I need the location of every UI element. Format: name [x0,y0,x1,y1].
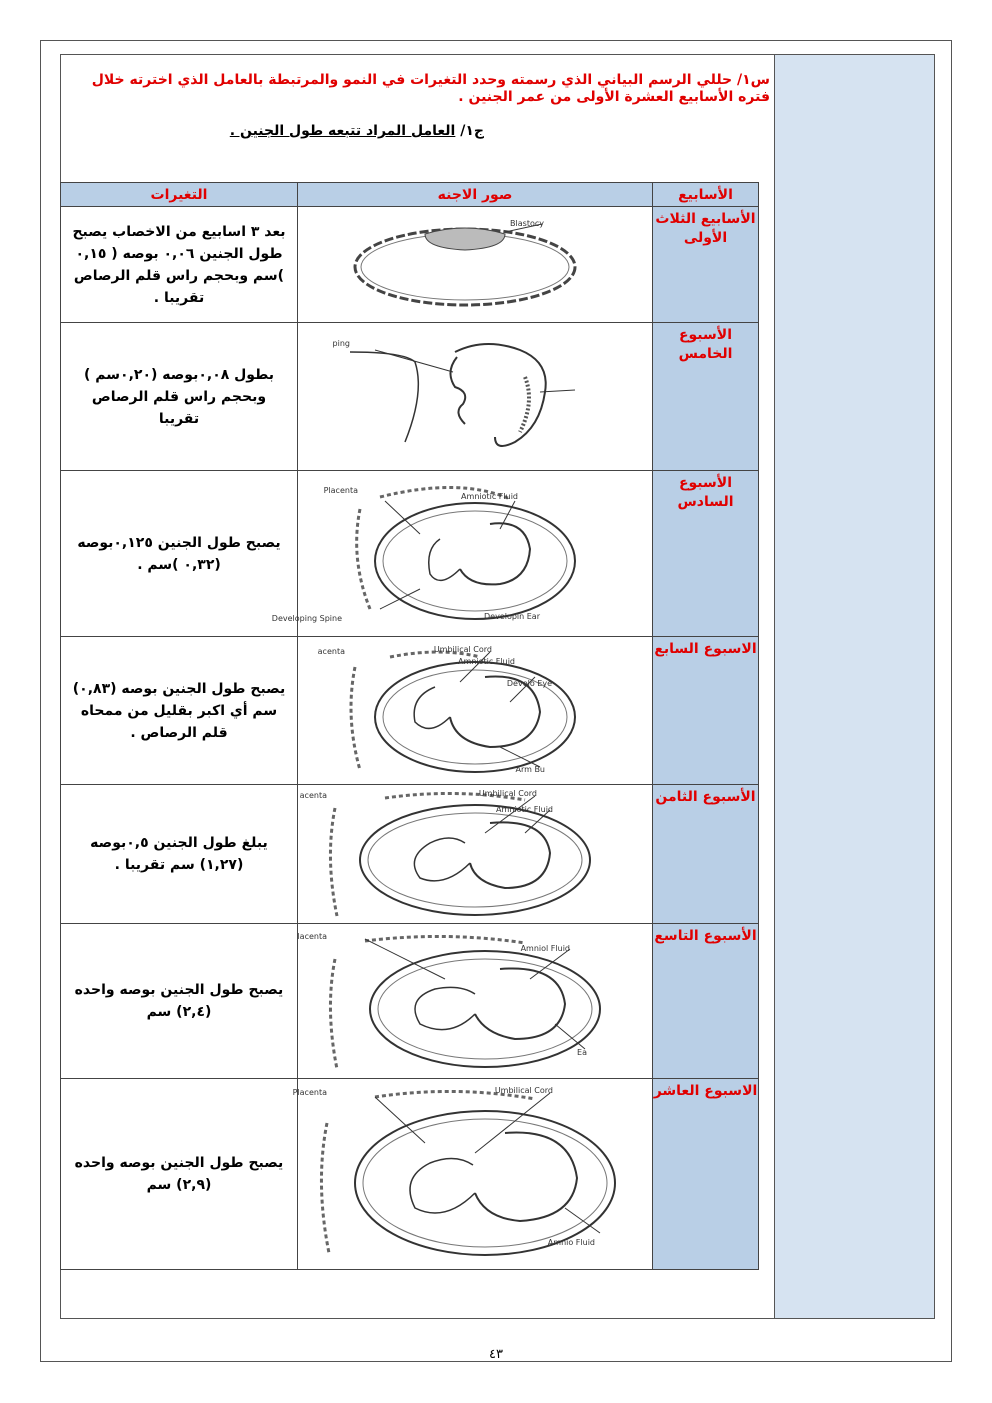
umbilical-cord-label: Umbilical Cord [478,789,537,798]
table-row [61,207,759,323]
table-header-row [61,183,759,207]
placenta-label: acenta [317,646,345,656]
embryo-image-cell [298,637,653,785]
embryo-image-cell [292,1079,653,1270]
header-images: صور الاجنه [298,183,653,207]
blastocyst-label: Blastocy [510,218,544,228]
header-changes: التغيرات [61,183,298,207]
placenta-label: acenta [299,791,327,800]
placenta-label: Placenta [292,1088,327,1097]
umbilical-cord-label: Umbilical Cord [433,644,492,654]
week-cell: الاسبوع العاشر [653,1079,759,1270]
embryo-week10-drawing [292,1083,635,1265]
amniotic-fluid-label: Amniotic Fluid [461,491,518,501]
ear-label: Developin Ear [483,611,540,621]
embryo-image-cell [271,471,653,637]
embryo-image-cell [298,207,653,323]
table-row [61,637,759,785]
page-number: ٤٣ [489,1347,503,1362]
change-cell: يصبح طول الجنين بوصه (٠,٨٣) سم أي اكبر بقليل من ممحاه قلم الرصاص . [61,637,298,785]
week-cell: الاسبوع السابع [653,637,759,785]
change-cell: بعد ٣ اسابيع من الاخصاب يصبح طول الجنين ٠,٠٦ بوصه ( ٠,١٥ )سم وبحجم راس قلم الرصاص تقريبا . [61,207,298,323]
amniotic-fluid-label: Amniotic Fluid [458,656,515,666]
header-weeks: الأسابيع [653,183,759,207]
umbilical-cord-label: Umbilical Cord [494,1086,553,1095]
change-cell: يصبح طول الجنين بوصه واحده (٢,٩) سم [61,1079,298,1270]
eye-label: Develo Eye [506,678,552,688]
week-cell: الأسبوع التاسع [653,924,759,1079]
change-cell: بطول ٠,٠٨بوصه (٠,٢٠سم ) وبحجم راس قلم الرصاص تقريبا [61,323,298,471]
week-cell: الأسبوع الثامن [653,785,759,924]
table-row [61,924,759,1079]
answer-text: العامل المراد تتبعه طول الجنين . [229,123,456,139]
week-cell: الأسابيع الثلاث الأولى [653,207,759,323]
change-cell: يصبح طول الجنين ٠,١٢٥بوصه (٠,٣٢ )سم . [61,471,298,637]
table-row [61,785,759,924]
placenta-label: lacenta [297,931,327,941]
embryo-image-cell [298,785,653,924]
week-cell: الأسبوع السادس [653,471,759,637]
embryo-week7-drawing [317,642,610,780]
question-text: س١/ حللي الرسم البياني الذي رسمته وحدد التغيرات في النمو والمرتبطة بالعامل الذي اخترته خلال فتره الأسابيع العشرة الأولى من عمر الجنين . [91,72,770,105]
week-cell: الأسبوع الخامس [653,323,759,471]
week5-label: ping [332,338,350,348]
embryo-week8-drawing [299,788,625,920]
change-cell: يصبح طول الجنين بوصه واحده (٢,٤) سم [61,924,298,1079]
amniotic-fluid-label: Amniotic Fluid [496,805,553,814]
answer-line [66,122,484,140]
embryo-image-cell [298,924,653,1079]
embryo-stages-table [60,182,759,1270]
answer-prefix: ج١/ [460,123,484,139]
side-column [774,54,935,1319]
table-row [61,471,759,637]
table-row [61,323,759,471]
placenta-label: Placenta [323,485,358,495]
blastocyst-drawing [330,212,620,318]
embryo-week9-drawing [297,929,625,1074]
ear-label: Ea [577,1047,587,1057]
arm-bud-label: Arm Bu [515,764,545,774]
embryo-week6-drawing [271,479,610,629]
amniotic-fluid-label: Amnio Fluid [547,1238,595,1247]
spine-label: Developing Spine [271,613,342,623]
amniotic-fluid-label: Amniol Fluid [520,943,570,953]
table-row [61,1079,759,1270]
change-cell: يبلغ طول الجنين ٠,٥بوصه (١,٢٧) سم تقريبا . [61,785,298,924]
embryo-image-cell [298,323,653,471]
embryo-week5-drawing [332,332,605,462]
